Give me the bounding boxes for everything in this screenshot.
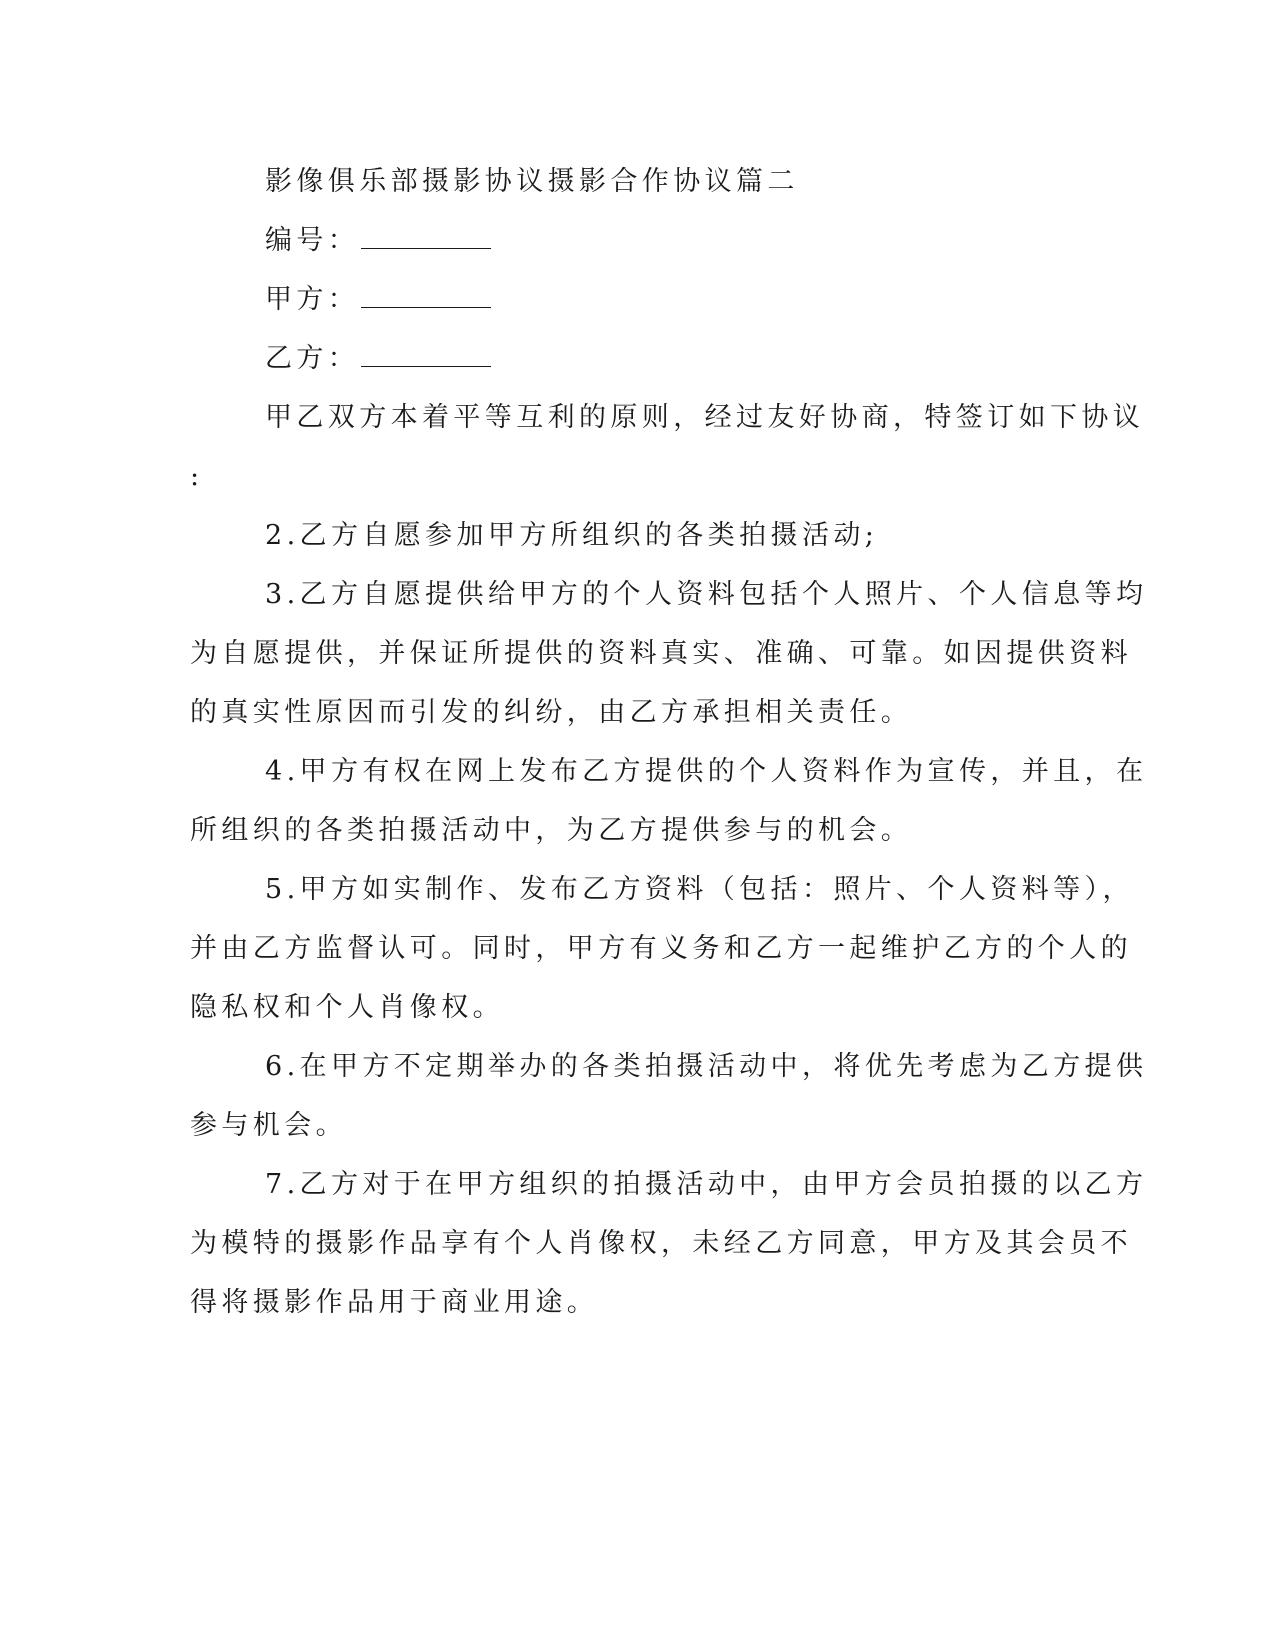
clause-7-line: 得将摄影作品用于商业用途。: [190, 1287, 599, 1318]
clause-7-line: 为模特的摄影作品享有个人肖像权，未经乙方同意，甲方及其会员不: [190, 1228, 1132, 1259]
clause-4-line: 所组织的各类拍摄活动中，为乙方提供参与的机会。: [190, 815, 913, 846]
intro-line: 甲乙双方本着平等互利的原则，经过友好协商，特签订如下协议: [265, 402, 1145, 433]
clause-7-line: 7.乙方对于在甲方组织的拍摄活动中，由甲方会员拍摄的以乙方: [265, 1169, 1148, 1200]
field-party-a: [265, 283, 491, 317]
field-number-label: 编号：: [265, 225, 360, 256]
clause-2-line: 2.乙方自愿参加甲方所组织的各类拍摄活动;: [265, 520, 879, 551]
clause-3-line: 的真实性原因而引发的纠纷，由乙方承担相关责任。: [190, 697, 913, 728]
field-party-b-blank: [361, 342, 491, 367]
intro-line: :: [190, 461, 204, 492]
clause-5-line: 5.甲方如实制作、发布乙方资料（包括：照片、个人资料等），: [265, 874, 1134, 905]
clause-5-line: 隐私权和个人肖像权。: [190, 992, 504, 1023]
clause-5-line: 并由乙方监督认可。同时，甲方有义务和乙方一起维护乙方的个人的: [190, 933, 1132, 964]
field-number: [265, 224, 491, 258]
field-number-blank: [361, 224, 491, 249]
field-party-b-label: 乙方：: [265, 343, 360, 374]
clause-6-line: 6.在甲方不定期举办的各类拍摄活动中，将优先考虑为乙方提供: [265, 1051, 1148, 1082]
field-party-b: [265, 342, 491, 376]
clause-3-line: 为自愿提供，并保证所提供的资料真实、准确、可靠。如因提供资料: [190, 638, 1132, 669]
clause-4-line: 4.甲方有权在网上发布乙方提供的个人资料作为宣传，并且，在: [265, 756, 1148, 787]
field-party-a-label: 甲方：: [265, 284, 360, 315]
field-party-a-blank: [361, 283, 491, 308]
document-title: 影像俱乐部摄影协议摄影合作协议篇二: [265, 166, 799, 197]
clause-6-line: 参与机会。: [190, 1110, 347, 1141]
clause-3-line: 3.乙方自愿提供给甲方的个人资料包括个人照片、个人信息等均: [265, 579, 1148, 610]
